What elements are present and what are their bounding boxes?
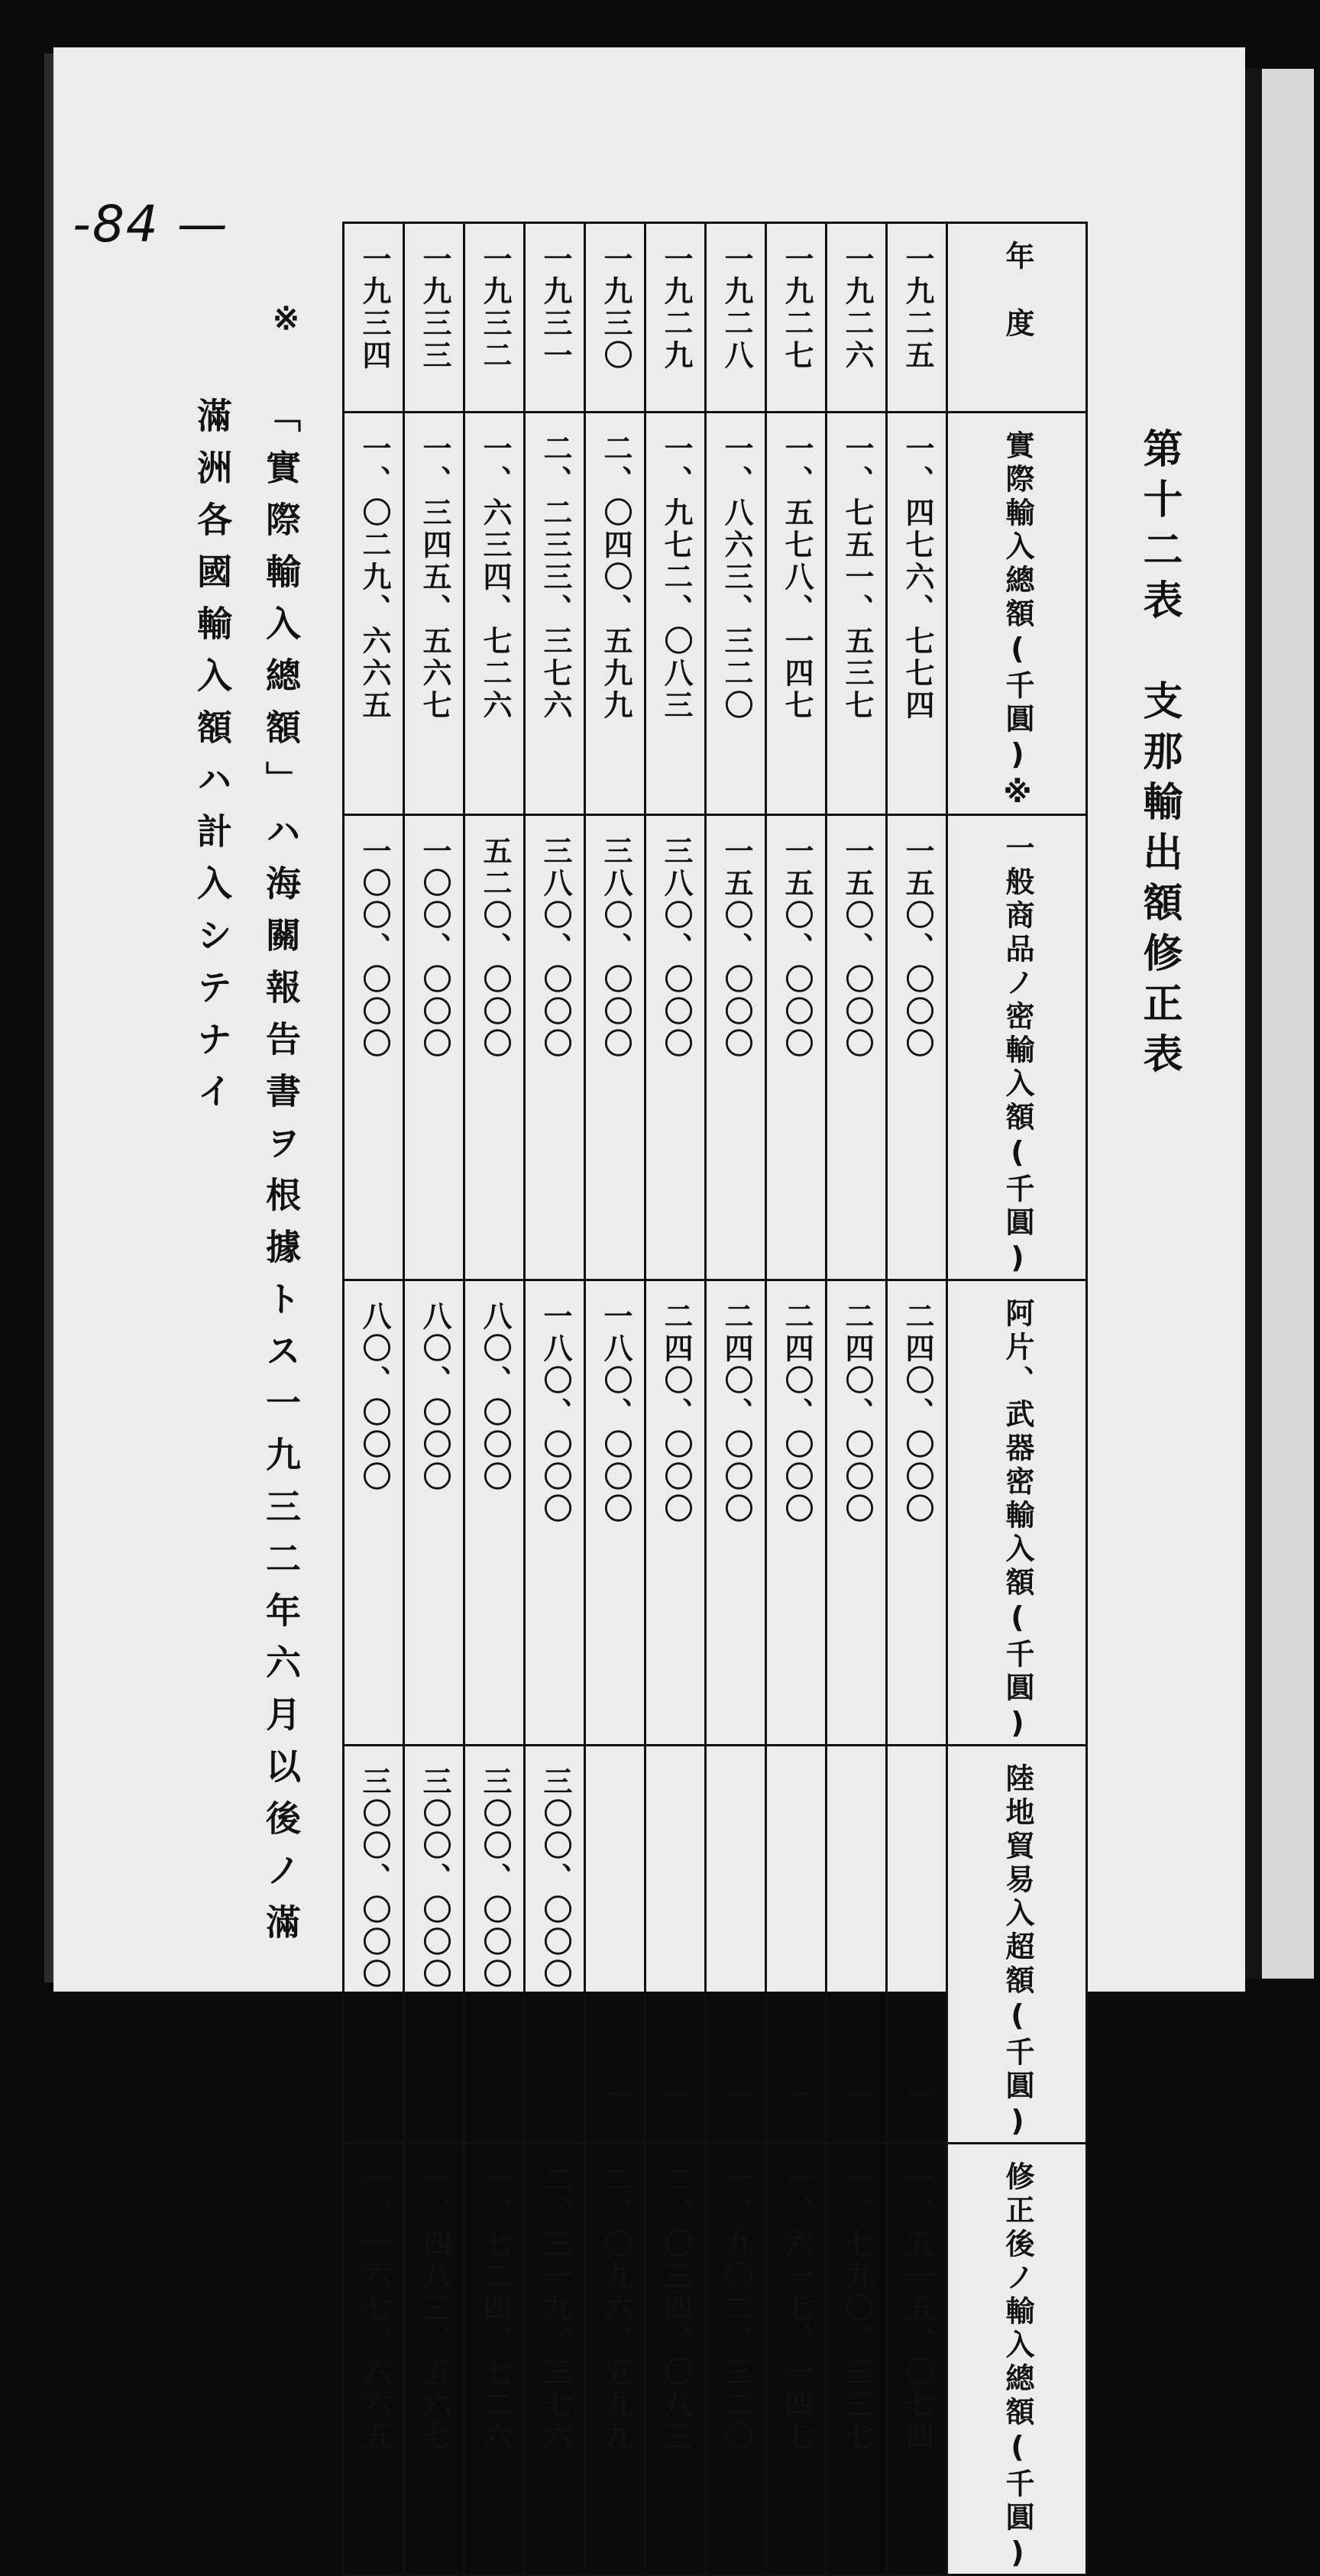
land-trade-cell-value: 三〇〇、〇〇〇: [417, 1766, 451, 1991]
revised-import-cell: [766, 2144, 827, 2575]
revised-import-cell: [706, 2144, 766, 2575]
actual-import-row: [344, 413, 1087, 815]
actual-import-cell: [585, 413, 645, 815]
actual-import-cell-value: 一、四七六、七七四: [900, 433, 934, 722]
actual-import-cell: [706, 413, 766, 815]
opium-arms-cell-value: 一八〇、〇〇〇: [538, 1301, 572, 1526]
general-smuggling-cell-value: 三八〇、〇〇〇: [598, 836, 632, 1060]
revised-import-cell-value: 一、七九〇、三三七: [840, 2164, 874, 2453]
land-trade-cell-value: －: [598, 2079, 632, 2112]
general-smuggling-cell-value: 一〇〇、〇〇〇: [357, 836, 391, 1060]
adjacent-page: [1260, 69, 1314, 1979]
actual-import-cell: [464, 413, 525, 815]
opium-arms-cell: [344, 1280, 404, 1746]
land-trade-cell-value: －: [719, 2079, 753, 2112]
year-cell-value: 一九三一: [538, 244, 572, 372]
year-cell-value: 一九三〇: [598, 244, 632, 372]
note-line-2: 滿洲各國輸入額ハ計入シテナイ: [192, 397, 233, 1125]
land-trade-cell: [766, 1746, 827, 2144]
revised-import-cell: [827, 2144, 887, 2575]
general-smuggling-cell-value: 一五〇、〇〇〇: [719, 836, 753, 1060]
general-smuggling-cell: [706, 815, 766, 1280]
general-smuggling-cell: [525, 815, 585, 1280]
revised-import-cell: [344, 2144, 404, 2575]
general-smuggling-cell-value: 一五〇、〇〇〇: [840, 836, 874, 1060]
opium-arms-cell-value: 二四〇、〇〇〇: [719, 1301, 753, 1526]
actual-import-cell-value: 一、八六三、三二〇: [719, 433, 753, 722]
year-cell: [585, 223, 645, 413]
year-cell: [404, 223, 464, 413]
year-cell-value: 一九二八: [719, 244, 753, 372]
year-cell: [827, 223, 887, 413]
year-cell-value: 一九二九: [658, 244, 693, 372]
land-trade-cell: [404, 1746, 464, 2144]
opium-arms-cell: [766, 1280, 827, 1746]
general-smuggling-cell: [766, 815, 827, 1280]
opium-arms-cell: [525, 1280, 585, 1746]
land-trade-row: [344, 1746, 1087, 2144]
general-smuggling-cell-value: 三八〇、〇〇〇: [538, 836, 572, 1060]
general-smuggling-cell-value: 一〇〇、〇〇〇: [417, 836, 451, 1060]
actual-import-cell-value: 一、六三四、七二六: [477, 433, 512, 722]
land-trade-cell: [525, 1746, 585, 2144]
land-trade-cell: [344, 1746, 404, 2144]
land-trade-cell-value: －: [840, 2079, 874, 2112]
page-gutter: [1245, 69, 1262, 1979]
year-cell: [464, 223, 525, 413]
year-cell-value: 一九二五: [900, 244, 934, 372]
revised-import-cell: [645, 2144, 706, 2575]
year-cell-value: 一九三二: [477, 244, 512, 372]
land-trade-cell: [706, 1746, 766, 2144]
land-trade-cell: [827, 1746, 887, 2144]
note-line-1: 「實際輸入總額」ハ海關報告書ヲ根據トス一九三二年六月以後ノ滿: [260, 397, 302, 1956]
year-cell: [706, 223, 766, 413]
revised-import-cell-value: 一、一六七、六六五: [357, 2164, 391, 2453]
revised-import-cell: [585, 2144, 645, 2575]
land-trade-cell: [585, 1746, 645, 2144]
year-row: [344, 223, 1087, 413]
revised-import-row: [344, 2144, 1087, 2575]
opium-arms-cell: [404, 1280, 464, 1746]
actual-import-cell-value: 一、五七八、一四七: [779, 433, 814, 722]
general-smuggling-cell-value: 一五〇、〇〇〇: [900, 836, 934, 1060]
opium-arms-cell: [706, 1280, 766, 1746]
year-cell-value: 一九二六: [840, 244, 874, 372]
revised-import-table: [342, 222, 1088, 2576]
general-smuggling-cell: [645, 815, 706, 1280]
revised-import-cell-value: 一、四八三、五六七: [417, 2164, 451, 2453]
actual-import-cell-value: 一、〇二九、六六五: [357, 433, 391, 722]
header-actual-import: ※實際輸入總額(千圓): [947, 413, 1087, 815]
actual-import-cell: [887, 413, 947, 815]
header-year: 年 度: [947, 223, 1087, 413]
actual-import-cell: [525, 413, 585, 815]
opium-arms-cell: [827, 1280, 887, 1746]
land-trade-cell-value: －: [900, 2079, 934, 2112]
opium-arms-cell-value: 二四〇、〇〇〇: [840, 1301, 874, 1526]
year-cell: [766, 223, 827, 413]
revised-import-cell-value: 一、六一七、一四七: [779, 2164, 814, 2453]
general-smuggling-row: [344, 815, 1087, 1280]
general-smuggling-cell: [827, 815, 887, 1280]
opium-arms-row: [344, 1280, 1087, 1746]
land-trade-cell: [887, 1746, 947, 2144]
actual-import-cell: [404, 413, 464, 815]
revised-import-cell-value: 一、九〇二、三二〇: [719, 2164, 753, 2453]
land-trade-cell-value: 三〇〇、〇〇〇: [357, 1766, 391, 1991]
actual-import-cell: [344, 413, 404, 815]
general-smuggling-cell: [404, 815, 464, 1280]
revised-import-cell: [887, 2144, 947, 2575]
opium-arms-cell-value: 二四〇、〇〇〇: [658, 1301, 693, 1526]
opium-arms-cell: [464, 1280, 525, 1746]
actual-import-cell: [827, 413, 887, 815]
opium-arms-cell-value: 八〇、〇〇〇: [477, 1301, 512, 1493]
revised-import-cell-value: 一、七二四、七二六: [477, 2164, 512, 2453]
actual-import-cell-value: 一、九七二、〇八三: [658, 433, 693, 722]
opium-arms-cell-value: 一八〇、〇〇〇: [598, 1301, 632, 1526]
general-smuggling-cell: [887, 815, 947, 1280]
year-cell: [525, 223, 585, 413]
actual-import-cell: [766, 413, 827, 815]
land-trade-cell: [464, 1746, 525, 2144]
land-trade-cell-value: －: [779, 2079, 814, 2112]
general-smuggling-cell: [464, 815, 525, 1280]
header-revised-import: 修正後ノ輸入總額(千圓): [947, 2144, 1087, 2575]
header-general-smuggling: 一般商品ノ密輸入額(千圓): [947, 815, 1087, 1280]
revised-import-cell: [525, 2144, 585, 2575]
land-trade-cell-value: －: [658, 2079, 693, 2112]
year-cell: [344, 223, 404, 413]
opium-arms-cell-value: 八〇、〇〇〇: [417, 1301, 451, 1493]
opium-arms-cell: [585, 1280, 645, 1746]
year-cell-value: 一九三三: [417, 244, 451, 372]
actual-import-cell-value: 二、二三三、三七六: [538, 433, 572, 722]
actual-import-cell: [645, 413, 706, 815]
revised-import-cell-value: 二、〇三四、〇八三: [658, 2164, 693, 2453]
revised-import-cell: [404, 2144, 464, 2575]
land-trade-cell: [645, 1746, 706, 2144]
note-mark: ※: [267, 299, 305, 337]
actual-import-cell-value: 二、〇四〇、五九九: [598, 433, 632, 722]
opium-arms-cell-value: 二四〇、〇〇〇: [900, 1301, 934, 1526]
general-smuggling-cell-value: 一五〇、〇〇〇: [779, 836, 814, 1060]
header-opium-arms: 阿片、武器密輸入額(千圓): [947, 1280, 1087, 1746]
year-cell: [887, 223, 947, 413]
header-land-trade: 陸地貿易入超額(千圓): [947, 1746, 1087, 2144]
year-cell-value: 一九三四: [357, 244, 391, 372]
opium-arms-cell: [887, 1280, 947, 1746]
revised-import-cell: [464, 2144, 525, 2575]
revised-import-cell-value: 二、〇九六、五九九: [598, 2164, 632, 2453]
opium-arms-cell-value: 八〇、〇〇〇: [357, 1301, 391, 1493]
general-smuggling-cell: [585, 815, 645, 1280]
general-smuggling-cell-value: 五二〇、〇〇〇: [477, 836, 512, 1060]
land-trade-cell-value: 三〇〇、〇〇〇: [477, 1766, 512, 1991]
page-number: -84 —: [73, 195, 229, 254]
table-title: 第十二表 支那輸出額修正表: [1136, 428, 1182, 1083]
actual-import-cell-value: 一、七五一、五三七: [840, 433, 874, 722]
opium-arms-cell-value: 二四〇、〇〇〇: [779, 1301, 814, 1526]
year-cell-value: 一九二七: [779, 244, 814, 372]
year-cell: [645, 223, 706, 413]
opium-arms-cell: [645, 1280, 706, 1746]
general-smuggling-cell: [344, 815, 404, 1280]
general-smuggling-cell-value: 三八〇、〇〇〇: [658, 836, 693, 1060]
actual-import-cell-value: 一、三四五、五六七: [417, 433, 451, 722]
land-trade-cell-value: 三〇〇、〇〇〇: [538, 1766, 572, 1991]
revised-import-cell-value: 二、三一九、三七六: [538, 2164, 572, 2453]
revised-import-cell-value: 一、五一五、〇七四: [900, 2164, 934, 2453]
